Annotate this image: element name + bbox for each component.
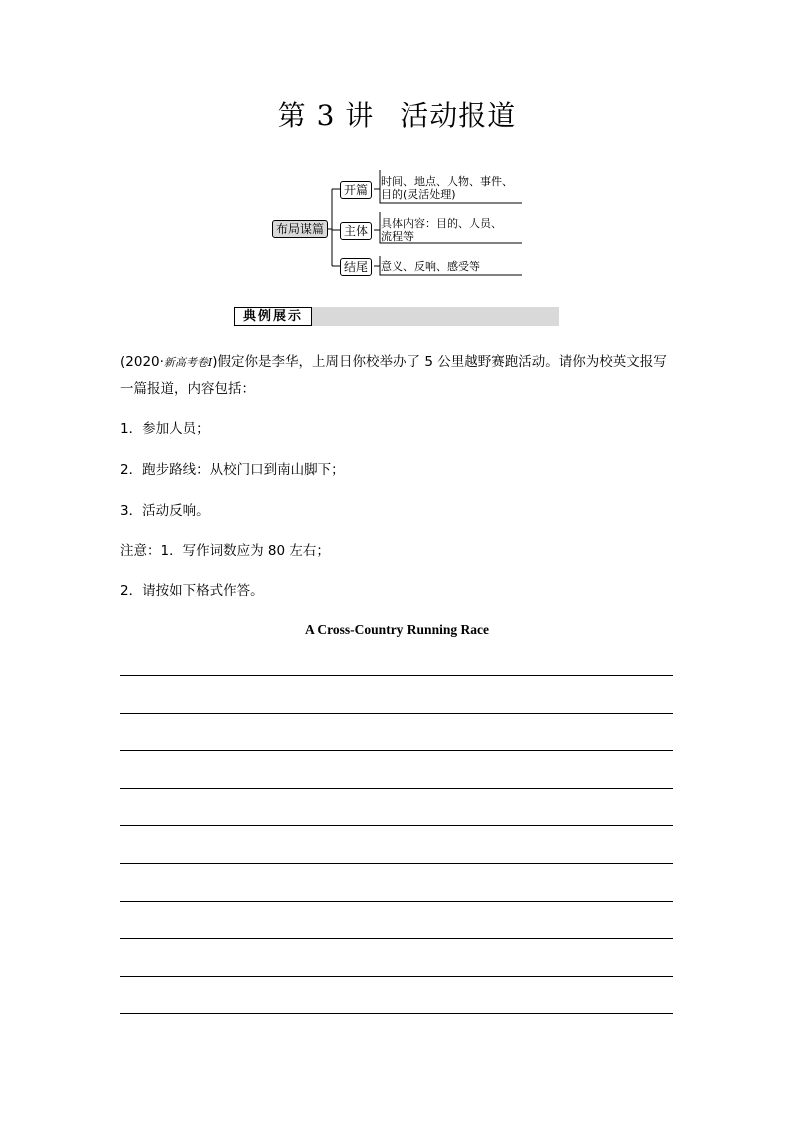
lesson-number: 第 3 讲 bbox=[277, 99, 375, 132]
task-year: (2020· bbox=[120, 354, 164, 370]
leaf-text-line: 目的(灵活处理) bbox=[381, 188, 456, 201]
leaf-text-line: 时间、地点、人物、事件、 bbox=[381, 175, 513, 188]
answer-line[interactable] bbox=[120, 713, 673, 714]
answer-line[interactable] bbox=[120, 1013, 673, 1014]
answer-line[interactable] bbox=[120, 901, 673, 902]
outline-leaf-body bbox=[381, 217, 502, 243]
answer-line[interactable] bbox=[120, 750, 673, 751]
answer-line[interactable] bbox=[120, 863, 673, 864]
task-intro: )假定你是李华，上周日你校举办了 5 公里越野赛跑活动。请你为校英文报写一篇报道，内容包括： bbox=[120, 354, 667, 397]
answer-line[interactable] bbox=[120, 976, 673, 977]
answer-line[interactable] bbox=[120, 675, 673, 676]
bracket-line bbox=[380, 170, 522, 203]
answer-line[interactable] bbox=[120, 825, 673, 826]
leaf-text-line: 具体内容：目的、人员、 bbox=[381, 217, 502, 230]
task-point-3: 3．活动反响。 bbox=[120, 503, 210, 519]
answer-line[interactable] bbox=[120, 788, 673, 789]
task-point-2: 2．跑步路线：从校门口到南山脚下； bbox=[120, 462, 345, 478]
section-header-bar bbox=[234, 307, 559, 326]
task-note-1: 注意：1．写作词数应为 80 左右； bbox=[120, 543, 330, 559]
task-note-2: 2．请按如下格式作答。 bbox=[120, 583, 264, 599]
answer-line[interactable] bbox=[120, 938, 673, 939]
outline-connectors bbox=[0, 0, 794, 290]
bracket-line bbox=[380, 256, 522, 275]
leaf-text-line: 流程等 bbox=[381, 230, 414, 243]
outline-branch-opening: 开篇 bbox=[340, 181, 372, 199]
leaf-text-line: 意义、反响、感受等 bbox=[381, 260, 480, 273]
task-point-1: 1．参加人员； bbox=[120, 421, 210, 437]
outline-leaf-ending bbox=[381, 260, 480, 273]
bracket-line bbox=[380, 212, 522, 243]
task-prompt bbox=[120, 349, 675, 402]
section-label: 典例展示 bbox=[234, 307, 312, 326]
outline-branch-ending: 结尾 bbox=[340, 258, 372, 276]
page-title bbox=[0, 94, 794, 134]
outline-root: 布局谋篇 bbox=[272, 220, 328, 238]
outline-branch-body: 主体 bbox=[340, 222, 372, 240]
lesson-topic: 活动报道 bbox=[400, 99, 517, 132]
outline-leaf-opening bbox=[381, 175, 513, 201]
task-source: 新高考卷Ⅰ bbox=[163, 356, 213, 369]
structure-outline bbox=[0, 0, 794, 290]
essay-title: A Cross-Country Running Race bbox=[305, 622, 489, 637]
